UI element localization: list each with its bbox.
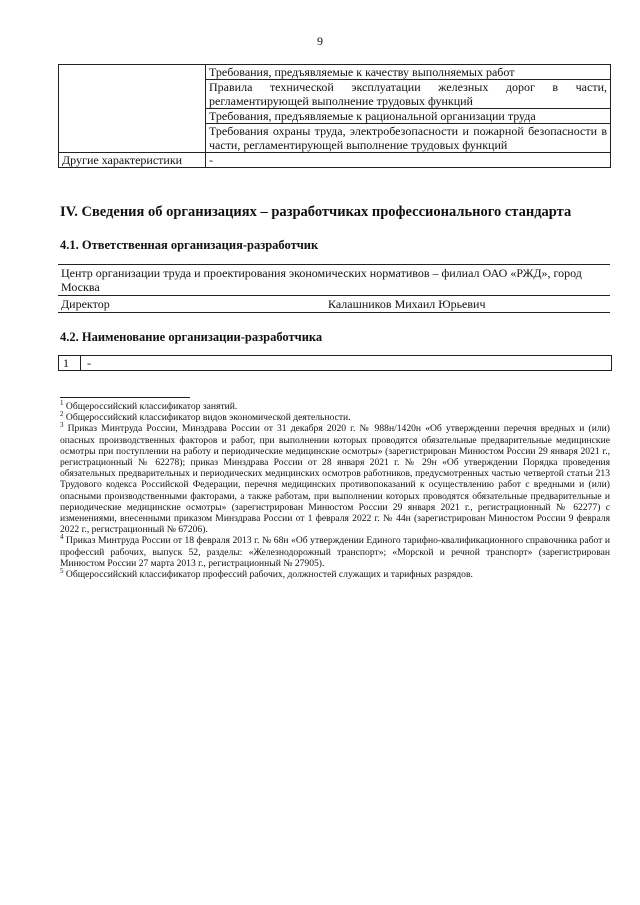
requirement-row: Правила технической эксплуатации железных дорог в части, регламентирующей выполнение трудовых функций bbox=[206, 80, 611, 109]
footnote: $^2$ Общероссийский классификатор видов экономической деятельности. bbox=[60, 410, 351, 424]
responsible-org-box bbox=[58, 264, 610, 313]
responsible-org-signatory bbox=[58, 296, 610, 313]
developer-orgs-heading: 4.2. Наименование организации-разработчика bbox=[60, 330, 323, 344]
other-characteristics-label: Другие характеристики bbox=[59, 153, 206, 168]
section-title: IV. Сведения об организациях – разработчиках профессионального стандарта bbox=[60, 204, 572, 220]
requirements-table bbox=[58, 64, 611, 168]
requirement-row: Требования охраны труда, электробезопасности и пожарной безопасности в части, регламентирующей выполнение трудовых функций bbox=[206, 124, 611, 153]
footnote-divider bbox=[60, 397, 190, 398]
signatory-position: Директор bbox=[61, 297, 110, 311]
signatory-name: Калашников Михаил Юрьевич bbox=[328, 297, 486, 311]
developer-org-row bbox=[58, 355, 612, 371]
developer-org-number: 1 bbox=[59, 356, 81, 370]
responsible-org-heading: 4.1. Ответственная организация-разработчик bbox=[60, 238, 319, 252]
empty-label-cell bbox=[59, 65, 206, 153]
developer-org-name: - bbox=[87, 356, 91, 370]
footnote: $^5$ Общероссийский классификатор профессий рабочих, должностей служащих и тарифных разрядов. bbox=[60, 567, 473, 581]
page-number: 9 bbox=[317, 34, 323, 48]
footnote: $^1$ Общероссийский классификатор занятий. bbox=[60, 399, 238, 412]
footnote: $^4$ Приказ Минтруда России от 18 февраля 2013 г. № 68н «Об утверждении Единого тарифно-квалификационного справочника работ и профессий рабочих, выпуск 52, разделы: «Железнодорожный транспорт»; «Морской и речной транспорт» (зарегистрирован Минюстом России 27 марта 2013 г., регистрационный № 27905). bbox=[60, 533, 610, 569]
requirement-row: Требования, предъявляемые к рациональной организации труда bbox=[206, 109, 611, 124]
other-characteristics-value: - bbox=[206, 153, 611, 168]
footnotes bbox=[60, 401, 610, 580]
responsible-org-name: Центр организации труда и проектирования экономических нормативов – филиал ОАО «РЖД», город Москва bbox=[58, 264, 610, 296]
requirement-row: Требования, предъявляемые к качеству выполняемых работ bbox=[206, 65, 611, 80]
footnote: $^3$ Приказ Минтруда России, Минздрава России от 31 декабря 2020 г. № 988н/1420н «Об утверждении перечня вредных и (или) опасных производственных факторов и работ, при выполнении которых проводятся обязательные предварительные медицинские осмотры при поступлении на работу и периодические медицинские осмотры» (зарегистрирован Минюстом России 29 января 2021 г., регистрационный № 62278); приказ Минздрава России от 28 января 2021 г. № 29н «Об утверждении Порядка проведения обязательных предварительных и периодических медицинских осмотров работников, предусмотренных частью четвертой статьи 213 Трудового кодекса Российской Федерации, перечня медицинских противопоказаний к осуществлению работ с вредными и (или) опасными производственными факторами, а также работам, при выполнении которых проводятся обязательные предварительные и периодические медицинские осмотры» (зарегистрирован Минюстом России 29 января 2021 г., регистрационный № 62277) с изменениями, внесенными приказом Минздрава России от 1 февраля 2022 г. № 44н (зарегистрирован Минюстом России 9 февраля 2022 г., регистрационный № 67206). bbox=[60, 421, 610, 536]
